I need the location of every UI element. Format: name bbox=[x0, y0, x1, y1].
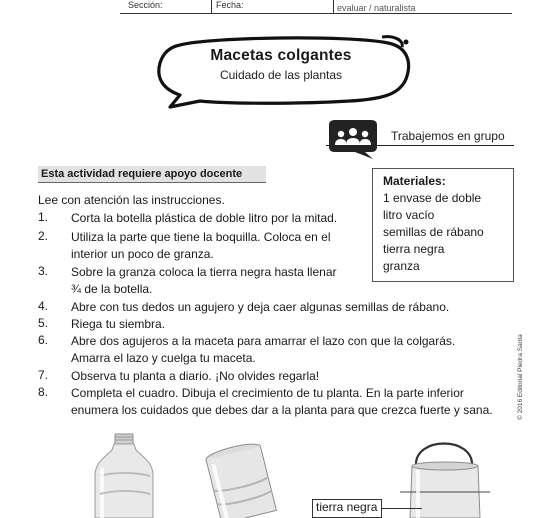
step-number: 4. bbox=[38, 299, 49, 313]
materials-item: litro vacío bbox=[383, 208, 435, 222]
materials-item: granza bbox=[383, 259, 420, 273]
step-text: Riega tu siembra. bbox=[71, 317, 166, 331]
step-number: 5. bbox=[38, 316, 49, 330]
group-work-label: Trabajemos en grupo bbox=[391, 129, 505, 143]
materials-item: semillas de rábano bbox=[383, 225, 484, 239]
hanging-pot-icon bbox=[400, 430, 490, 518]
step-text: Utiliza la parte que tiene la boquilla. Coloca en el bbox=[71, 230, 331, 244]
label-leader-line bbox=[382, 508, 422, 509]
header-divider bbox=[333, 0, 334, 13]
header-rule bbox=[120, 13, 512, 14]
step-text: interior un poco de granza. bbox=[71, 247, 214, 261]
page-title: Macetas colgantes bbox=[210, 47, 352, 64]
step-text: Amarra el lazo y cuelga tu maceta. bbox=[71, 351, 256, 365]
step-text: ¾ de la botella. bbox=[71, 282, 153, 296]
step-number: 1. bbox=[38, 210, 49, 224]
section-label: Sección: bbox=[128, 0, 163, 10]
step-text: Sobre la granza coloca la tierra negra hasta llenar bbox=[71, 265, 337, 279]
step-text: Observa tu planta a diario. ¡No olvides regarla! bbox=[71, 369, 320, 383]
support-banner-text: Esta actividad requiere apoyo docente bbox=[41, 168, 243, 180]
group-people-icon bbox=[325, 119, 383, 159]
date-label: Fecha: bbox=[216, 0, 244, 10]
step-text: enumera los cuidados que debes dar a la planta para que crezca fuerte y sana. bbox=[71, 403, 493, 417]
materials-title: Materiales: bbox=[383, 174, 446, 188]
step-number: 2. bbox=[38, 229, 49, 243]
header-right-text: evaluar / naturalista bbox=[337, 3, 416, 13]
materials-item: tierra negra bbox=[383, 242, 445, 256]
bottle-icon bbox=[92, 432, 158, 518]
step-number: 8. bbox=[38, 385, 49, 399]
instructions-intro: Lee con atención las instrucciones. bbox=[38, 193, 225, 207]
step-number: 7. bbox=[38, 368, 49, 382]
materials-item: 1 envase de doble bbox=[383, 191, 482, 205]
step-text: Abre dos agujeros a la maceta para amarrar el lazo con que la colgarás. bbox=[71, 334, 456, 348]
support-underline bbox=[38, 182, 266, 183]
header-divider bbox=[211, 0, 212, 13]
step-number: 3. bbox=[38, 264, 49, 278]
step-text: Corta la botella plástica de doble litro por la mitad. bbox=[71, 211, 338, 225]
step-text: Completa el cuadro. Dibuja el crecimiento de tu planta. En la parte inferior bbox=[71, 386, 464, 400]
copyright-notice: © 2016 Editorial Piedra Santa bbox=[517, 334, 524, 420]
cut-bottle-icon bbox=[196, 440, 286, 518]
step-text: Abre con tus dedos un agujero y deja caer algunas semillas de rábano. bbox=[71, 300, 450, 314]
step-number: 6. bbox=[38, 333, 49, 347]
page-subtitle: Cuidado de las plantas bbox=[219, 68, 343, 82]
figure-label: tierra negra bbox=[316, 500, 378, 514]
